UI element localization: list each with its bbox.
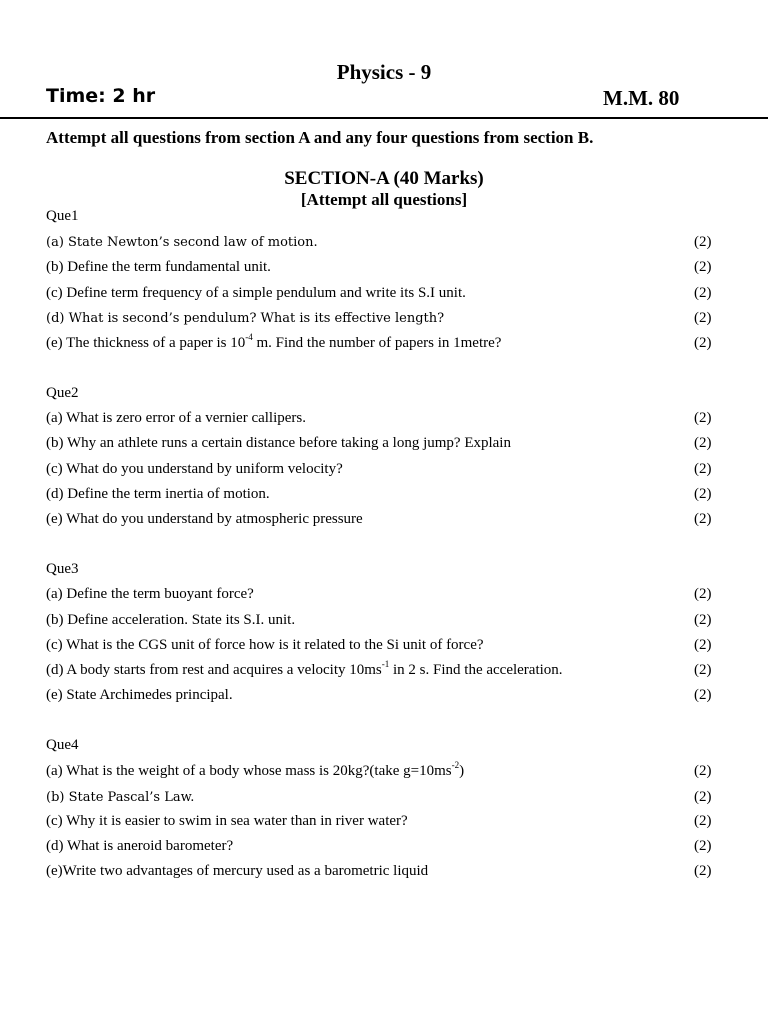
exam-time: Time: 2 hr [46,85,156,107]
marks-label: (2) [694,486,712,502]
question-text: ) [459,763,465,779]
marks-label: (2) [694,637,712,653]
question-part: (e)Write two advantages of mercury used as a barometric liquid [46,863,429,879]
question-part: (e) What do you understand by atmospheric pressure [46,511,363,527]
marks-label: (2) [694,310,712,326]
header-divider [0,117,768,119]
marks-label: (2) [694,662,712,678]
question-label: Que4 [46,737,79,753]
question-part: (c) Define term frequency of a simple pendulum and write its S.I unit. [46,285,466,301]
question-part: (a) Define the term buoyant force? [46,586,254,602]
max-marks: M.M. 80 [603,86,680,110]
question-text: (e) The thickness of a paper is 10 [46,335,246,351]
question-text: in 2 s. Find the acceleration. [389,662,563,678]
question-part [46,332,502,352]
marks-label: (2) [694,435,712,451]
marks-label: (2) [694,612,712,628]
marks-label: (2) [694,763,712,779]
question-part: (c) What is the CGS unit of force how is it related to the Si unit of force? [46,637,484,653]
question-part: (a) What is zero error of a vernier callipers. [46,410,307,426]
marks-label: (2) [694,789,712,805]
exponent: -2 [451,760,460,770]
marks-label: (2) [694,285,712,301]
section-title: SECTION-A (40 Marks) [284,168,484,189]
question-part: (b) Define the term fundamental unit. [46,259,271,275]
exponent: -1 [381,659,390,669]
page-title: Physics - 9 [336,60,432,84]
question-part: (b) Why an athlete runs a certain distance before taking a long jump? Explain [46,435,511,451]
question-part: (d) What is aneroid barometer? [46,838,234,854]
question-label: Que1 [46,208,79,224]
question-label: Que3 [46,561,79,577]
question-part: (a) State Newton’s second law of motion. [46,235,318,250]
marks-label: (2) [694,813,712,829]
question-text: (a) What is the weight of a body whose mass is 20kg?(take g=10ms [46,763,452,779]
question-part: (b) Define acceleration. State its S.I. unit. [46,612,296,628]
section-subtitle: [Attempt all questions] [300,190,468,209]
question-part [46,760,465,780]
exponent: -4 [245,332,253,342]
marks-label: (2) [694,335,712,351]
question-part: (c) Why it is easier to swim in sea water than in river water? [46,813,408,829]
question-label: Que2 [46,385,79,401]
question-part [46,659,563,679]
marks-label: (2) [694,259,712,275]
question-part: (d) Define the term inertia of motion. [46,486,270,502]
question-text: (d) A body starts from rest and acquires a velocity 10ms [46,662,382,678]
question-part: (e) State Archimedes principal. [46,687,233,703]
marks-label: (2) [694,863,712,879]
marks-label: (2) [694,461,712,477]
question-part: (d) What is second’s pendulum? What is its effective length? [46,311,445,326]
instructions: Attempt all questions from section A and any four questions from section B. [46,128,594,147]
question-text: m. Find the number of papers in 1metre? [252,335,502,351]
question-part: (c) What do you understand by uniform velocity? [46,461,343,477]
marks-label: (2) [694,838,712,854]
marks-label: (2) [694,586,712,602]
marks-label: (2) [694,687,712,703]
marks-label: (2) [694,511,712,527]
marks-label: (2) [694,234,712,250]
question-part: (b) State Pascal’s Law. [46,790,195,805]
marks-label: (2) [694,410,712,426]
